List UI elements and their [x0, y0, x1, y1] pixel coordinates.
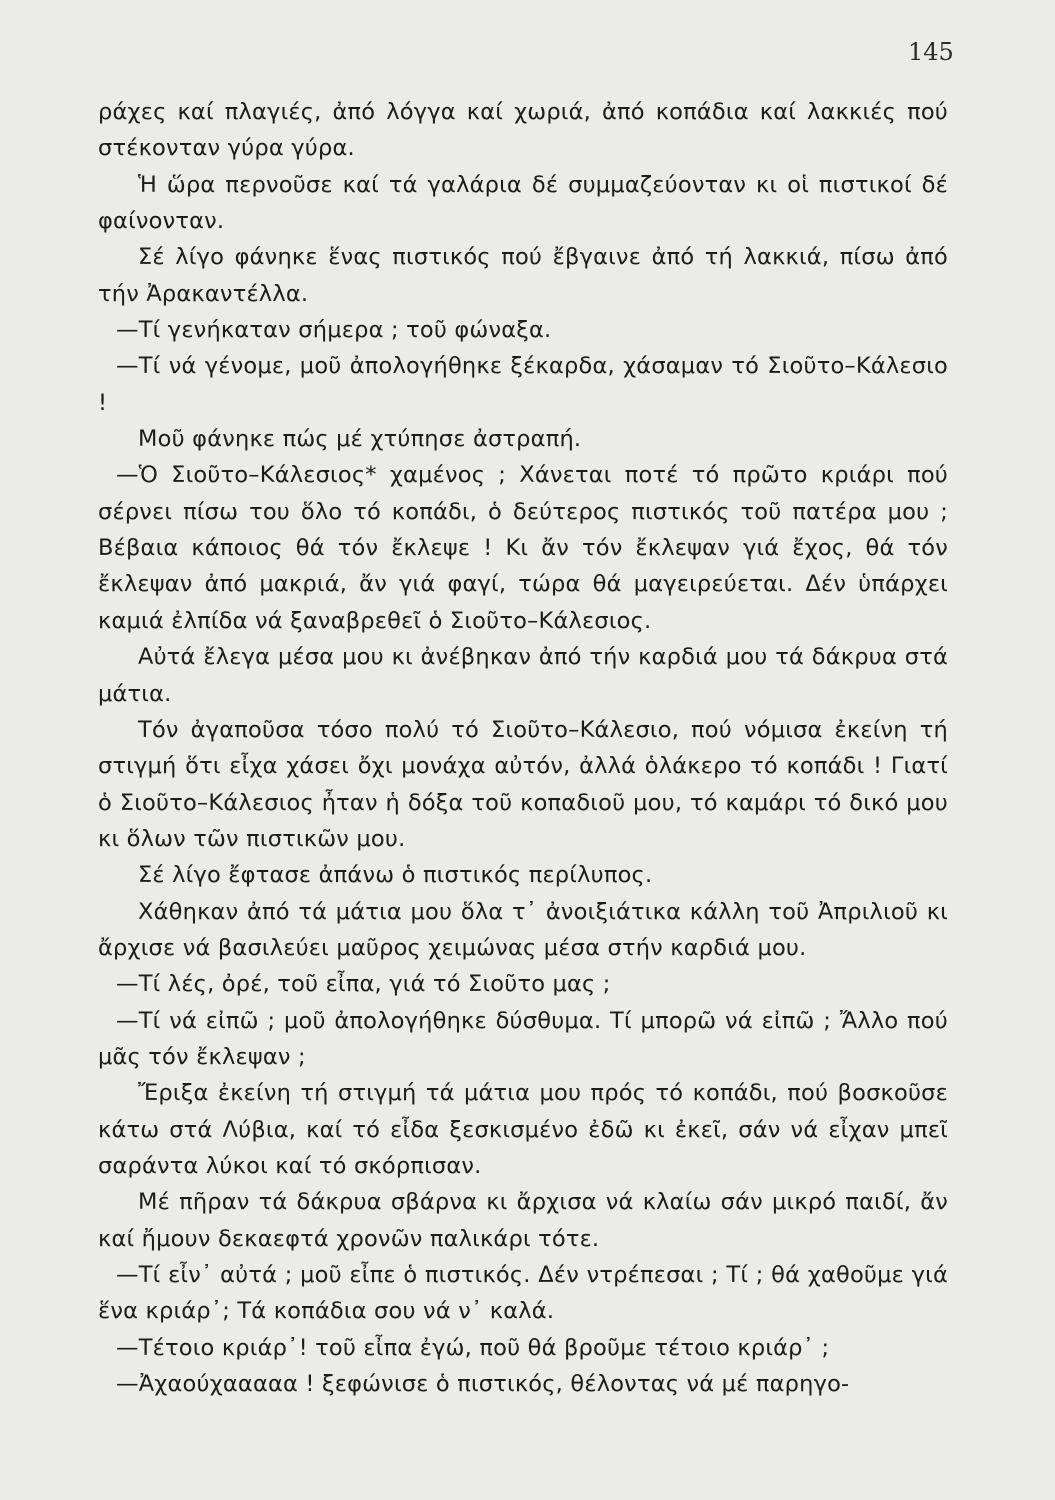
page-number: 145: [908, 38, 954, 66]
paragraph: Μέ πῆραν τά δάκρυα σβάρνα κι ἄρχισα νά κλαίω σάν μικρό παιδί, ἄν καί ἤμουν δεκαεφτά χρονῶν παλικάρι τότε.: [98, 1189, 948, 1252]
dialogue-line: —Ἀχαούχααααα ! ξεφώνισε ὁ πιστικός, θέλοντας νά μέ παρηγο-: [116, 1371, 850, 1398]
dialogue-line: —Τέτοιο κριάρ᾽! τοῦ εἶπα ἐγώ, ποῦ θά βροῦμε τέτοιο κριάρ᾽ ;: [116, 1334, 830, 1361]
paragraph: Σέ λίγο ἔφτασε ἀπάνω ὁ πιστικός περίλυπος.: [138, 862, 653, 889]
paragraph: Αὐτά ἔλεγα μέσα μου κι ἀνέβηκαν ἀπό τήν καρδιά μου τά δάκρυα στά μάτια.: [98, 644, 948, 707]
paragraph: Ἔριξα ἐκείνη τή στιγμή τά μάτια μου πρός τό κοπάδι, πού βοσκοῦσε κάτω στά Λύβια, καί τό εἶδα ξεσκισμένο ἐδῶ κι ἐκεῖ, σάν νά εἶχαν μπεῖ σαράντα λύκοι καί τό σκόρπισαν.: [98, 1080, 948, 1179]
dialogue-line: —Ὁ Σιοῦτο–Κάλεσιος* χαμένος ; Χάνεται ποτέ τό πρῶτο κριάρι πού σέρνει πίσω του ὅλο τό κοπάδι, ὁ δεύτερος πιστικός τοῦ πατέρα μου ; Βέβαια κάποιος θά τόν ἔκλεψε ! Κι ἄν τόν ἔκλεψαν γιά ἔχος, θά τόν ἔκλεψαν ἀπό μακριά, ἄν γιά φαγί, τώρα θά μαγειρεύεται. Δέν ὑπάρχει καμιά ἐλπίδα νά ξαναβρεθεῖ ὁ Σιοῦτο–Κάλεσιος.: [98, 462, 948, 634]
paragraph: Ἡ ὥρα περνοῦσε καί τά γαλάρια δέ συμμαζεύονταν κι οἱ πιστικοί δέ φαίνονταν.: [98, 171, 948, 235]
dialogue-line: —Τί γενήκαταν σήμερα ; τοῦ φώναξα.: [116, 317, 552, 344]
dialogue-line: —Τί νά εἰπῶ ; μοῦ ἀπολογήθηκε δύσθυμα. Τί μπορῶ νά εἰπῶ ; Ἄλλο πού μᾶς τόν ἔκλεψαν ;: [98, 1007, 948, 1070]
dialogue-line: —Τί νά γένομε, μοῦ ἀπολογήθηκε ξέκαρδα, χάσαμαν τό Σιοῦτο–Κάλεσιο !: [98, 353, 948, 416]
paragraph: Μοῦ φάνηκε πώς μέ χτύπησε ἀστραπή.: [138, 426, 582, 453]
dialogue-line: —Τί εἶν᾽ αὐτά ; μοῦ εἶπε ὁ πιστικός. Δέν ντρέπεσαι ; Τί ; θά χαθοῦμε γιά ἕνα κριάρ᾽; Τά κοπάδια σου νά ν᾽ καλά.: [98, 1262, 948, 1325]
paragraph: ράχες καί πλαγιές, ἀπό λόγγα καί χωριά, ἀπό κοπάδια καί λακκιές πού στέκονταν γύρα γύρα.: [98, 99, 948, 162]
paragraph: Χάθηκαν ἀπό τά μάτια μου ὅλα τ᾽ ἀνοιξιάτικα κάλλη τοῦ Ἀπριλιοῦ κι ἄρχισε νά βασιλεύει μαῦρος χειμώνας μέσα στήν καρδιά μου.: [98, 898, 948, 961]
dialogue-line: —Τί λές, ὀρέ, τοῦ εἶπα, γιά τό Σιοῦτο μας ;: [116, 971, 611, 998]
body-text: [98, 94, 948, 1402]
paragraph: Σέ λίγο φάνηκε ἕνας πιστικός πού ἔβγαινε ἀπό τή λακκιά, πίσω ἀπό τήν Ἀρακαντέλλα.: [98, 244, 948, 307]
paragraph: Τόν ἀγαποῦσα τόσο πολύ τό Σιοῦτο–Κάλεσιο, πού νόμισα ἐκείνη τή στιγμή ὅτι εἶχα χάσει ὄχι μονάχα αὐτόν, ἀλλά ὁλάκερο τό κοπάδι ! Γιατί ὁ Σιοῦτο–Κάλεσιος ἦταν ἡ δόξα τοῦ κοπαδιοῦ μου, τό καμάρι τό δικό μου κι ὅλων τῶν πιστικῶν μου.: [98, 716, 948, 852]
